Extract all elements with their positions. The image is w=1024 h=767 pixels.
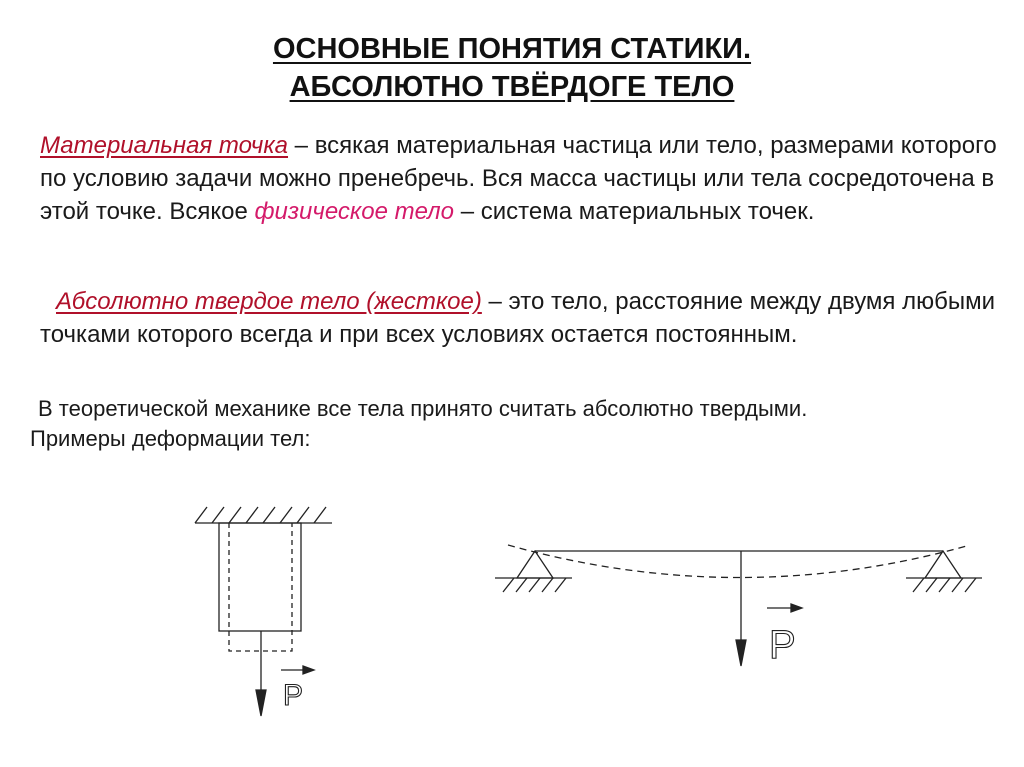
ceiling-hatching <box>195 507 326 523</box>
beam-deflected-curve <box>508 545 970 578</box>
rod-force-arrow <box>256 690 266 716</box>
title-line-1: ОСНОВНЫЕ ПОНЯТИЯ СТАТИКИ. <box>272 33 752 65</box>
rod-tension-diagram <box>195 507 332 716</box>
term-rigid-body: Абсолютно твердое тело (жесткое) <box>56 288 482 315</box>
term-material-point: Материальная точка <box>40 132 289 159</box>
title-line-2: АБСОЛЮТНО ТВЁРДОГЕ ТЕЛО <box>289 71 735 103</box>
rod-body <box>219 523 301 631</box>
rod-force-label: P <box>283 679 304 712</box>
beam-force-label: P <box>769 623 796 667</box>
rigid-body-text: – это тело, расстояние между двумя любыми точками которого всегда и при всех условиях остается постоянным. <box>40 288 995 348</box>
rigid-body-assumption: В теоретической механике все тела принято считать абсолютно твердыми. <box>38 396 808 421</box>
beam-vector-arrowhead <box>791 604 802 612</box>
rod-vector-arrowhead <box>303 666 314 674</box>
deformation-examples-heading: Примеры деформации тел: <box>30 426 311 451</box>
term-physical-body: физическое тело <box>254 198 455 225</box>
definition-text-1: – всякая материальная частица или тело, размерами которого по условию задачи можно пренебречь. Вся масса частицы или тела сосредоточена в этой точке. Всякое <box>40 132 997 225</box>
definition-text-2: – система материальных точек. <box>454 198 815 225</box>
right-support <box>925 551 961 578</box>
right-ground-hatching <box>913 578 976 592</box>
left-ground-hatching <box>503 578 566 592</box>
beam-force-arrow <box>736 640 746 666</box>
beam-bending-diagram <box>495 545 982 666</box>
